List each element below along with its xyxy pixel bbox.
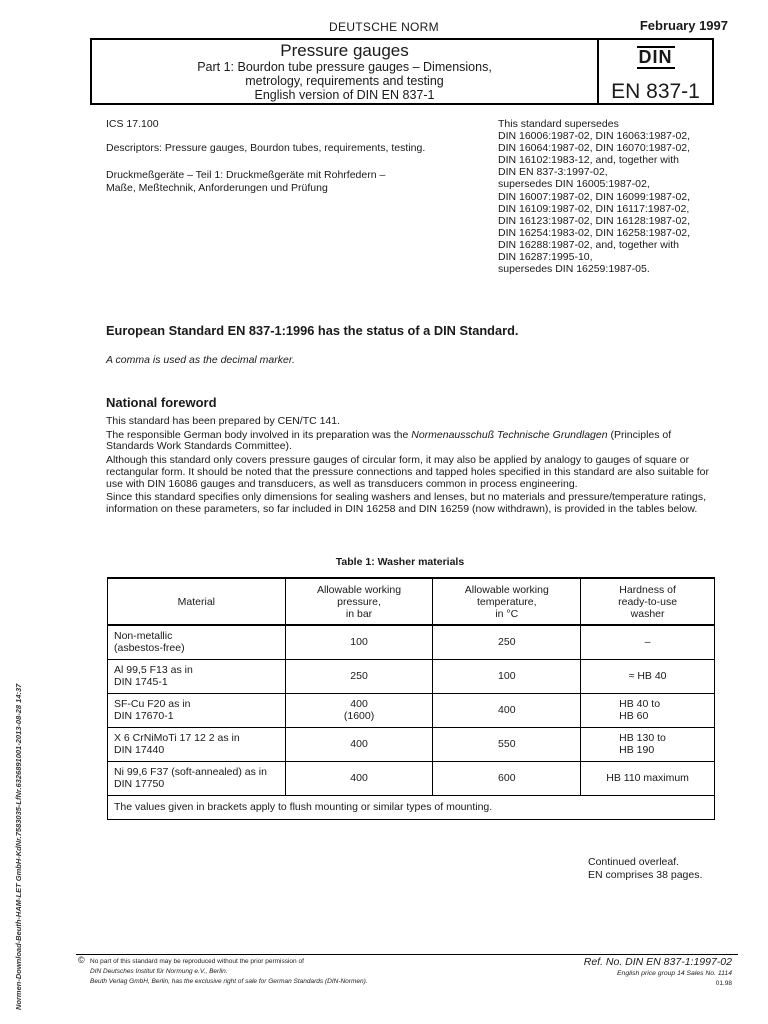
- header-line: washer: [630, 607, 665, 620]
- header-hardness: [581, 578, 715, 625]
- cell-line: Al 99,5 F13 as in: [114, 664, 193, 676]
- supersedes-line: DIN 16064:1987-02, DIN 16070:1987-02,: [498, 142, 691, 155]
- title-block: [92, 42, 597, 102]
- foreword-text: The responsible German body involved in its preparation was the: [106, 428, 412, 441]
- cell-temperature: 400: [433, 693, 581, 727]
- foreword-text: (Principles of Standards Work Standards Committee).: [106, 428, 672, 453]
- cell-material: [108, 693, 286, 727]
- cell-line: DIN 17750: [114, 778, 165, 790]
- copyright-icon: ©: [78, 955, 85, 965]
- cell-line: Non-metallic: [114, 630, 173, 643]
- cell-line: HB 190: [619, 744, 655, 756]
- cell-line: (asbestos-free): [114, 642, 185, 655]
- reference-number: Ref. No. DIN EN 837-1:1997-02: [583, 956, 732, 968]
- header-material: [108, 578, 286, 625]
- cell-line: HB 40 to: [619, 698, 661, 710]
- supersedes-line: DIN 16288:1987-02, and, together with: [498, 238, 679, 251]
- committee-name: Normenausschuß Technische Grundlagen: [411, 428, 608, 441]
- cell-hardness: [581, 659, 715, 693]
- header-line: Allowable working: [317, 583, 402, 596]
- cell-material: [108, 659, 286, 693]
- download-watermark: Normen-Download-Beuth-HAM-LET GmbH-KdNr.7583035-LfNr.6326891001-2013-08-28 14:37: [14, 683, 23, 1010]
- header-line: temperature,: [477, 595, 537, 608]
- cell-pressure: [285, 761, 433, 795]
- supersedes-line: supersedes DIN 16005:1987-02,: [498, 178, 650, 191]
- table-row: [108, 727, 715, 761]
- supersedes-line: DIN 16109:1987-02, DIN 16117:1987-02,: [498, 202, 690, 215]
- foreword-paragraph: Although this standard only covers pressure gauges of circular form, it may also be applied by analogy to gauges of square or rectangular form. It should be noted that the pressure connections and tapped holes specified in this standard are also suitable for use with DIN 16086 gauges and transducers, as well as transducers common in process engineering.: [106, 454, 709, 490]
- table-row: [108, 625, 715, 659]
- cell-temperature: 100: [433, 659, 581, 693]
- pages-line: EN comprises 38 pages.: [588, 868, 703, 881]
- ics-code: ICS 17.100: [106, 118, 159, 130]
- cell-line: 400: [350, 772, 368, 784]
- foreword-paragraph: This standard has been prepared by CEN/TC 141.: [106, 415, 341, 427]
- table-header-row: [108, 578, 715, 625]
- cell-line: 400: [350, 738, 368, 750]
- cell-line: HB 60: [619, 710, 649, 722]
- continuation-note: [588, 856, 702, 881]
- cell-temperature: 550: [433, 727, 581, 761]
- cell-pressure: [285, 727, 433, 761]
- cell-line: (1600): [343, 710, 375, 722]
- table-row: [108, 761, 715, 795]
- supersedes-line: This standard supersedes: [498, 118, 619, 130]
- copyright-line: Beuth Verlag GmbH, Berlin, has the exclusive right of sale for German Standards (DIN-Normen).: [90, 978, 368, 985]
- supersedes-line: DIN 16007:1987-02, DIN 16099:1987-02,: [498, 190, 691, 203]
- copyright-line: No part of this standard may be reproduced without the prior permission of: [90, 958, 304, 965]
- cell-line: HB 110 maximum: [606, 772, 689, 784]
- foreword-body: [106, 416, 718, 518]
- cell-material: [108, 727, 286, 761]
- table-footnote-row: [108, 795, 715, 819]
- supersedes-line: DIN EN 837-3:1997-02,: [498, 166, 608, 179]
- cell-line: 250: [350, 670, 368, 682]
- cell-line: X 6 CrNiMoTi 17 12 2 as in: [114, 732, 240, 744]
- foreword-heading: National foreword: [106, 395, 217, 410]
- supersedes-line: DIN 16254:1983-02, DIN 16258:1987-02,: [498, 226, 691, 239]
- supersedes-line: DIN 16123:1987-02, DIN 16128:1987-02,: [498, 214, 691, 227]
- copyright-line: DIN Deutsches Institut für Normung e.V., Berlin.: [90, 968, 228, 975]
- german-title-line: Druckmeßgeräte – Teil 1: Druckmeßgeräte mit Rohrfedern –: [106, 169, 386, 181]
- decimal-marker-note: A comma is used as the decimal marker.: [106, 354, 295, 366]
- header-line: ready-to-use: [618, 595, 678, 608]
- header-line: in °C: [495, 607, 519, 620]
- cell-hardness: [581, 625, 715, 659]
- price-group: English price group 14 Sales No. 1114: [617, 970, 732, 977]
- subtitle-line-1: Part 1: Bourdon tube pressure gauges – Dimensions,: [197, 60, 492, 74]
- status-statement: European Standard EN 837-1:1996 has the status of a DIN Standard.: [106, 323, 519, 338]
- publication-date: February 1997: [639, 18, 728, 33]
- header-line: Material: [177, 595, 216, 608]
- foreword-paragraph: Since this standard specifies only dimensions for sealing washers and lenses, but no materials and pressure/temperature ratings, information on these parameters, so far included in DIN 16258 and DIN 16259 (now withdrawn), is provided in the tables below.: [106, 491, 706, 516]
- cell-material: [108, 761, 286, 795]
- subtitle-line-2: metrology, requirements and testing: [245, 74, 444, 88]
- washer-materials-table: [107, 577, 715, 820]
- table-row: [108, 693, 715, 727]
- cell-temperature: 600: [433, 761, 581, 795]
- edition-code: 01.98: [715, 980, 732, 987]
- cell-pressure: [285, 625, 433, 659]
- header-pressure: [285, 578, 433, 625]
- supersedes-line: DIN 16102:1983-12, and, together with: [498, 154, 679, 167]
- continued-line: Continued overleaf.: [588, 856, 680, 868]
- standard-number: EN 837-1: [611, 80, 700, 103]
- cell-line: –: [644, 636, 651, 649]
- cell-line: 100: [350, 636, 368, 649]
- din-logo: [599, 46, 712, 69]
- header-temperature: [433, 578, 581, 625]
- header-line: in bar: [345, 607, 373, 620]
- document-title: Pressure gauges: [280, 41, 409, 60]
- cell-line: DIN 17440: [114, 744, 165, 756]
- din-logo-text: DIN: [638, 47, 673, 67]
- cell-line: ≈ HB 40: [628, 670, 667, 682]
- cell-line: DIN 1745-1: [114, 676, 168, 688]
- document-type: DEUTSCHE NORM: [329, 20, 439, 34]
- table-body: [108, 625, 715, 795]
- table-row: [108, 659, 715, 693]
- subtitle-line-3: English version of DIN EN 837-1: [254, 88, 435, 102]
- cell-temperature: 250: [433, 625, 581, 659]
- table-footnote: The values given in brackets apply to flush mounting or similar types of mounting.: [108, 795, 715, 819]
- supersedes-line: DIN 16006:1987-02, DIN 16063:1987-02,: [498, 130, 691, 143]
- cell-line: DIN 17670-1: [114, 710, 174, 722]
- cell-line: Ni 99,6 F37 (soft-annealed) as in: [114, 766, 267, 778]
- copyright-notice: [90, 957, 368, 987]
- german-title-line: Maße, Meßtechnik, Anforderungen und Prüfung: [106, 181, 328, 194]
- descriptors: Descriptors: Pressure gauges, Bourdon tubes, requirements, testing.: [106, 142, 426, 154]
- supersedes-block: [498, 118, 738, 275]
- foreword-paragraph: [106, 430, 718, 453]
- title-box: [90, 38, 714, 105]
- cell-hardness: [581, 693, 715, 727]
- header-line: pressure,: [337, 595, 381, 608]
- supersedes-line: supersedes DIN 16259:1987-05.: [498, 263, 650, 276]
- cell-pressure: [285, 693, 433, 727]
- header-line: Hardness of: [619, 583, 676, 596]
- german-title: [106, 169, 486, 194]
- cell-line: 400: [350, 698, 368, 710]
- cell-hardness: [581, 761, 715, 795]
- cell-line: HB 130 to: [619, 732, 666, 744]
- footer-rule: [76, 954, 738, 955]
- table-caption: Table 1: Washer materials: [335, 556, 465, 568]
- cell-hardness: [581, 727, 715, 761]
- cell-pressure: [285, 659, 433, 693]
- supersedes-line: DIN 16287:1995-10,: [498, 251, 593, 264]
- cell-line: SF-Cu F20 as in: [114, 698, 191, 710]
- header-line: Allowable working: [464, 583, 549, 596]
- cell-material: [108, 625, 286, 659]
